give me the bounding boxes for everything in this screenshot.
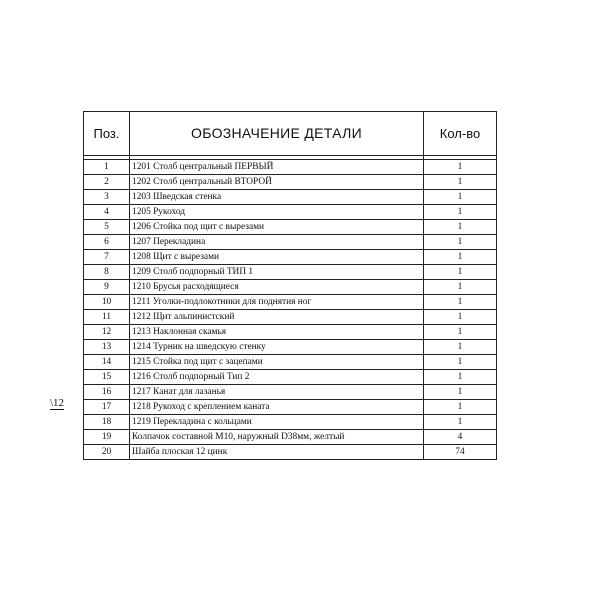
cell-pos: 3 (84, 190, 130, 205)
table-body (84, 160, 497, 460)
cell-pos: 6 (84, 235, 130, 250)
cell-qty: 1 (424, 295, 497, 310)
cell-pos: 19 (84, 430, 130, 445)
cell-name: 1202 Столб центральный ВТОРОЙ (130, 175, 424, 190)
cell-qty: 4 (424, 430, 497, 445)
cell-name: 1216 Столб подпорный Тип 2 (130, 370, 424, 385)
parts-table (83, 111, 497, 460)
cell-qty: 1 (424, 400, 497, 415)
cell-name: 1203 Шведская стенка (130, 190, 424, 205)
table-row (84, 175, 497, 190)
cell-name: 1211 Уголки-подлокотники для поднятия ног (130, 295, 424, 310)
table-row (84, 310, 497, 325)
table-row (84, 385, 497, 400)
table-header-row (84, 112, 497, 156)
table-row (84, 355, 497, 370)
table-row (84, 445, 497, 460)
cell-name: 1215 Стойка под щит с зацепами (130, 355, 424, 370)
cell-qty: 1 (424, 280, 497, 295)
cell-pos: 1 (84, 160, 130, 175)
table-row (84, 340, 497, 355)
table-row (84, 280, 497, 295)
table-row (84, 370, 497, 385)
table-row (84, 235, 497, 250)
cell-name: Колпачок составной М10, наружный D38мм, желтый (130, 430, 424, 445)
cell-qty: 1 (424, 190, 497, 205)
cell-name: 1217 Канат для лазанья (130, 385, 424, 400)
table-row (84, 295, 497, 310)
cell-pos: 20 (84, 445, 130, 460)
table-row (84, 265, 497, 280)
cell-qty: 1 (424, 160, 497, 175)
side-mark (50, 397, 64, 409)
header-qty: Кол-во (424, 112, 497, 156)
cell-name: 1209 Столб подпорный ТИП 1 (130, 265, 424, 280)
cell-pos: 12 (84, 325, 130, 340)
table-row (84, 220, 497, 235)
cell-name: 1206 Стойка под щит с вырезами (130, 220, 424, 235)
cell-pos: 7 (84, 250, 130, 265)
cell-name: 1213 Наклонная скамья (130, 325, 424, 340)
cell-qty: 1 (424, 385, 497, 400)
cell-qty: 1 (424, 310, 497, 325)
cell-qty: 1 (424, 415, 497, 430)
cell-pos: 11 (84, 310, 130, 325)
cell-qty: 1 (424, 250, 497, 265)
table-row (84, 415, 497, 430)
cell-name: 1208 Щит с вырезами (130, 250, 424, 265)
cell-name: Шайба плоская 12 цинк (130, 445, 424, 460)
cell-qty: 1 (424, 355, 497, 370)
cell-name: 1205 Рукоход (130, 205, 424, 220)
cell-pos: 18 (84, 415, 130, 430)
cell-qty: 1 (424, 340, 497, 355)
cell-name: 1210 Брусья расходящиеся (130, 280, 424, 295)
cell-qty: 1 (424, 175, 497, 190)
cell-qty: 74 (424, 445, 497, 460)
cell-name: 1214 Турник на шведскую стенку (130, 340, 424, 355)
table-row (84, 205, 497, 220)
table-row (84, 400, 497, 415)
table-row (84, 160, 497, 175)
cell-pos: 8 (84, 265, 130, 280)
cell-pos: 4 (84, 205, 130, 220)
cell-qty: 1 (424, 220, 497, 235)
cell-qty: 1 (424, 265, 497, 280)
table-row (84, 250, 497, 265)
cell-pos: 16 (84, 385, 130, 400)
cell-qty: 1 (424, 370, 497, 385)
cell-qty: 1 (424, 235, 497, 250)
table-row (84, 430, 497, 445)
cell-pos: 10 (84, 295, 130, 310)
header-pos: Поз. (84, 112, 130, 156)
cell-name: 1207 Перекладина (130, 235, 424, 250)
cell-name: 1212 Щит альпинистский (130, 310, 424, 325)
cell-name: 1201 Столб центральный ПЕРВЫЙ (130, 160, 424, 175)
cell-pos: 17 (84, 400, 130, 415)
cell-pos: 14 (84, 355, 130, 370)
cell-pos: 2 (84, 175, 130, 190)
cell-pos: 15 (84, 370, 130, 385)
cell-qty: 1 (424, 205, 497, 220)
cell-pos: 5 (84, 220, 130, 235)
cell-pos: 13 (84, 340, 130, 355)
cell-qty: 1 (424, 325, 497, 340)
cell-name: 1219 Перекладина с кольцами (130, 415, 424, 430)
side-mark-text: \12 (50, 397, 65, 409)
table-row (84, 325, 497, 340)
table-row (84, 190, 497, 205)
cell-pos: 9 (84, 280, 130, 295)
cell-name: 1218 Рукоход с креплением каната (130, 400, 424, 415)
header-name: ОБОЗНАЧЕНИЕ ДЕТАЛИ (130, 112, 424, 156)
